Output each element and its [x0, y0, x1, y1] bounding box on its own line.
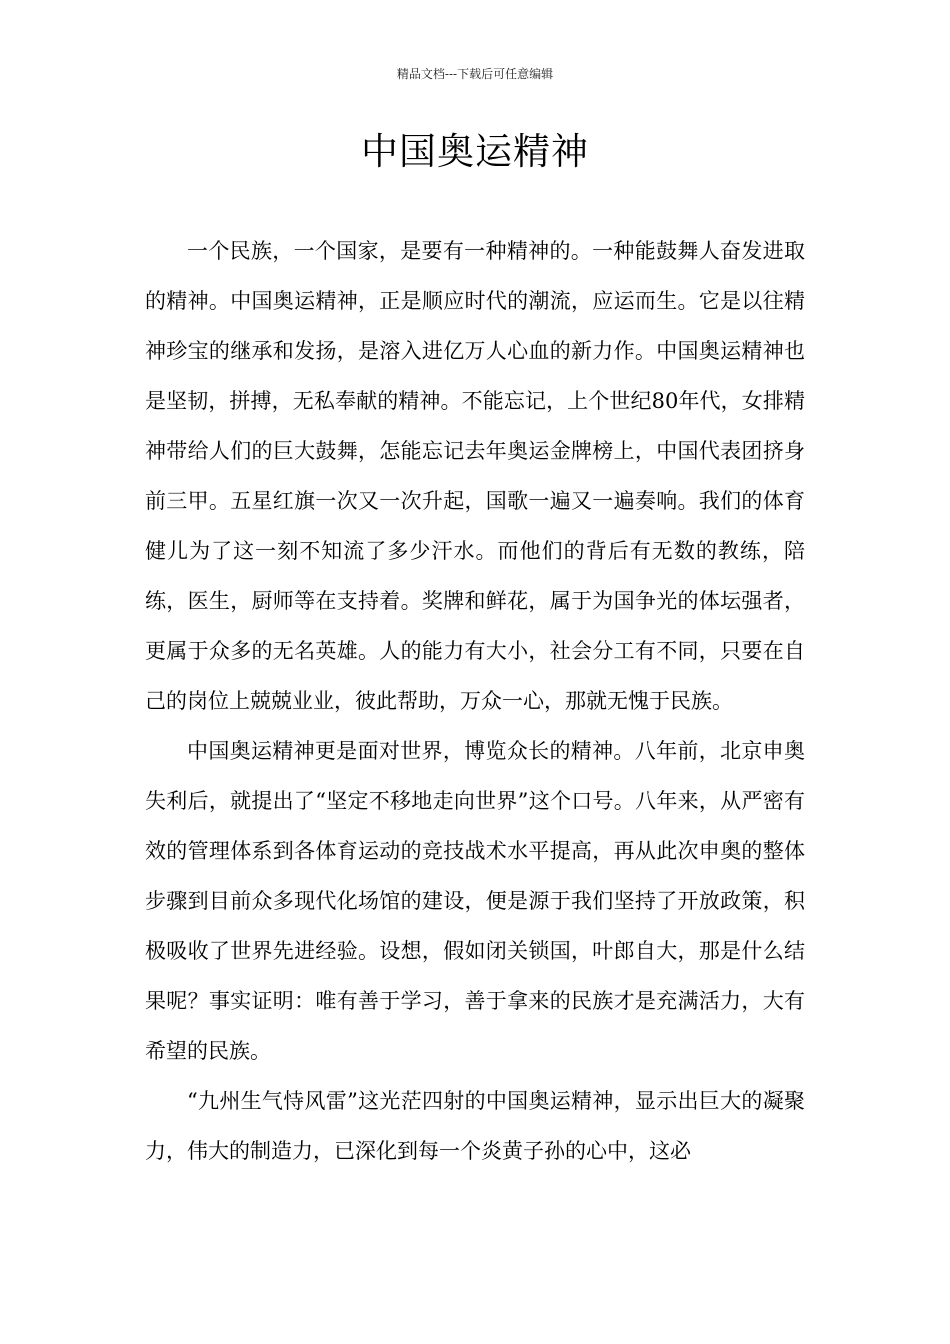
- header-note: 精品文档---下载后可任意编辑: [396, 67, 554, 81]
- paragraph-1: 一个民族，一个国家，是要有一种精神的。一种能鼓舞人奋发进取的精神。中国奥运精神，正是顺应时代的潮流，应运而生。它是以往精神珍宝的继承和发扬，是溶入进亿万人心血的新力作。中国奥运精神也是坚韧，拼搏，无私奉献的精神。不能忘记，上个世纪80年代，女排精神带给人们的巨大鼓舞，怎能忘记去年奥运金牌榜上，中国代表团挤身前三甲。五星红旗一次又一次升起，国歌一遍又一遍奏响。我们的体育健儿为了这一刻不知流了多少汗水。而他们的背后有无数的教练，陪练，医生，厨师等在支持着。奖牌和鲜花，属于为国争光的体坛强者，更属于众多的无名英雄。人的能力有大小，社会分工有不同，只要在自己的岗位上兢兢业业，彼此帮助，万众一心，那就无愧于民族。: [145, 239, 805, 713]
- paragraph-3: “九州生气恃风雷”这光茫四射的中国奥运精神，显示出巨大的凝聚力，伟大的制造力，已深化到每一个炎黄子孙的心中，这必: [145, 1089, 805, 1163]
- document-body: [145, 226, 805, 1176]
- paragraph-2: 中国奥运精神更是面对世界，博览众长的精神。八年前，北京申奥失利后，就提出了“坚定不移地走向世界”这个口号。八年来，从严密有效的管理体系到各体育运动的竞技战术水平提高，再从此次申奥的整体步骤到目前众多现代化场馆的建设，便是源于我们坚持了开放政策，积极吸收了世界先进经验。设想，假如闭关锁国，叶郎自大，那是什么结果呢？事实证明：唯有善于学习，善于拿来的民族才是充满活力，大有希望的民族。: [145, 739, 805, 1063]
- document-title: 中国奥运精神: [361, 130, 589, 173]
